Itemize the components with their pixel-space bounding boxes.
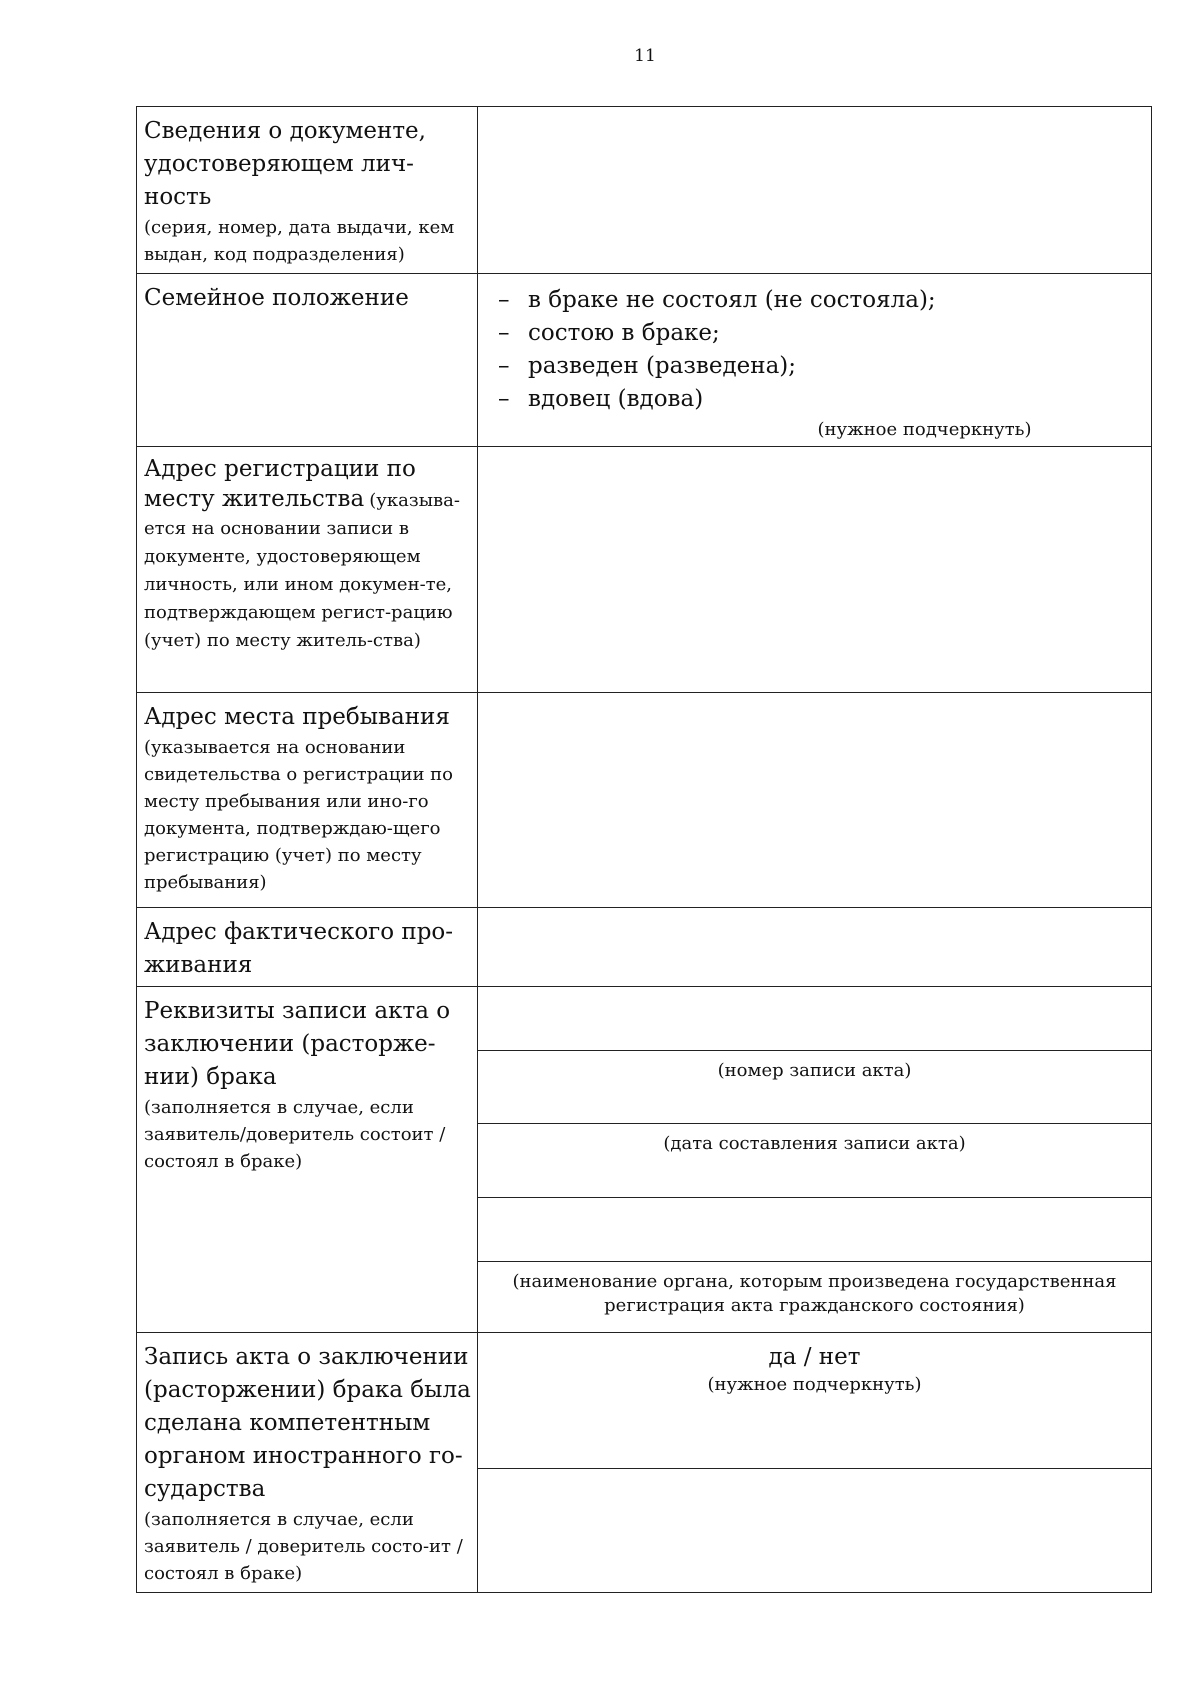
marital-status-options — [498, 284, 1151, 416]
label-cell — [137, 1333, 478, 1593]
foreign-authority-subfields — [478, 1333, 1151, 1592]
foreign-authority-input[interactable] — [478, 1469, 1151, 1592]
row-note: (указыва-ется на основании записи в документе, удостоверяющем личность, или ином докумен-те, подтверждающем регист-рацию (учет) по месту житель-ства) — [144, 490, 460, 651]
row-label: Адрес регистрации по месту жительства — [144, 456, 416, 512]
row-label: Реквизиты записи акта о заключении (расторже-нии) брака — [144, 998, 451, 1090]
stay-address-field[interactable] — [478, 693, 1152, 908]
row-label: Семейное положение — [144, 285, 409, 311]
row-note: (указывается на основании свидетельства о регистрации по месту пребывания или ино-го документа, подтверждаю-щего регистрацию (учет) по месту пребывания) — [144, 737, 453, 893]
row-registration-address — [137, 447, 1152, 693]
label-cell — [137, 908, 478, 987]
yes-no-option[interactable]: да / нет — [768, 1344, 861, 1370]
registration-address-field[interactable] — [478, 447, 1152, 693]
row-note: (серия, номер, дата выдачи, кем выдан, код подразделения) — [144, 217, 455, 265]
marital-status-field — [478, 274, 1152, 447]
underline-hint: (нужное подчеркнуть) — [817, 419, 1032, 440]
row-label: Сведения о документе, удостоверяющем лич-ность — [144, 118, 426, 210]
row-identity-document — [137, 107, 1152, 274]
marriage-act-subfields — [478, 987, 1151, 1332]
label-cell — [137, 274, 478, 447]
row-foreign-authority — [137, 1333, 1152, 1593]
act-number-input[interactable] — [478, 987, 1151, 1051]
actual-address-field[interactable] — [478, 908, 1152, 987]
row-note: (заполняется в случае, если заявитель/доверитель состоит / состоял в браке) — [144, 1097, 446, 1172]
underline-hint: (нужное подчеркнуть) — [707, 1374, 922, 1395]
act-date-caption: (дата составления записи акта) — [478, 1124, 1151, 1198]
row-actual-address — [137, 908, 1152, 987]
marriage-act-fields — [478, 987, 1152, 1333]
act-number-caption: (номер записи акта) — [478, 1051, 1151, 1124]
row-stay-address — [137, 693, 1152, 908]
row-label: Адрес места пребывания — [144, 704, 450, 730]
marital-option[interactable]: – вдовец (вдова) — [498, 386, 704, 412]
row-marriage-act-details — [137, 987, 1152, 1333]
label-cell — [137, 447, 478, 693]
page-number: 11 — [634, 46, 656, 66]
marital-option[interactable]: – состою в браке; — [498, 320, 720, 346]
identity-document-field[interactable] — [478, 107, 1152, 274]
row-marital-status — [137, 274, 1152, 447]
row-label: Запись акта о заключении (расторжении) брака была сделана компетентным органом иностранного го-сударства — [144, 1344, 471, 1502]
label-cell — [137, 107, 478, 274]
registry-office-input[interactable] — [478, 1198, 1151, 1262]
marital-option[interactable]: – в браке не состоял (не состояла); — [498, 287, 936, 313]
foreign-authority-fields — [478, 1333, 1152, 1593]
yes-no-choice — [478, 1333, 1151, 1469]
label-cell — [137, 987, 478, 1333]
label-cell — [137, 693, 478, 908]
row-note: (заполняется в случае, если заявитель / доверитель состо-ит / состоял в браке) — [144, 1509, 463, 1584]
row-label: Адрес фактического про-живания — [144, 919, 454, 978]
marital-option[interactable]: – разведен (разведена); — [498, 353, 797, 379]
application-form-table — [136, 106, 1152, 1593]
registry-office-caption: (наименование органа, которым произведена государственная регистрация акта гражданского состояния) — [512, 1271, 1117, 1316]
